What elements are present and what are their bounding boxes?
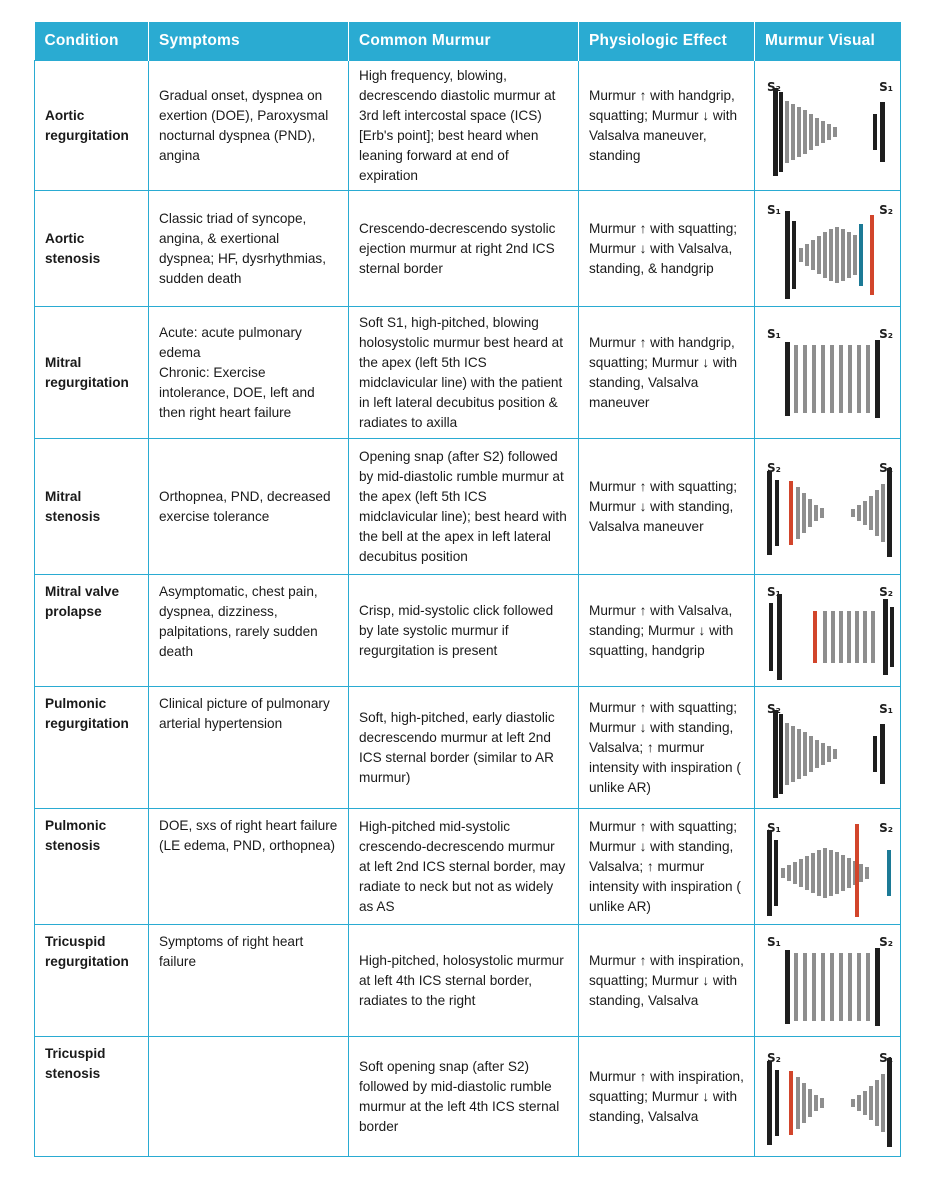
murmur-bar	[823, 848, 827, 898]
header-condition: Condition	[35, 22, 149, 61]
murmur-bar	[791, 104, 795, 160]
common-murmur-cell: High-pitched mid-systolic crescendo-decrescendo murmur at left 2nd ICS sternal border, may radiate to neck but not as widely as AS	[349, 809, 579, 925]
murmur-bar	[777, 594, 782, 680]
murmur-bar	[808, 499, 812, 527]
header-murmur-visual: Murmur Visual	[755, 22, 901, 61]
heart-sound-label-right: S₁	[879, 460, 893, 475]
condition-cell: Aortic regurgitation	[35, 61, 149, 191]
murmur-bar	[775, 480, 779, 546]
murmur-visual-cell	[755, 809, 901, 925]
physiologic-effect-cell: Murmur ↑ with squatting; Murmur ↓ with standing, Valsalva; ↑ murmur intensity with inspiration ( unlike AR)	[579, 809, 755, 925]
symptoms-cell: DOE, sxs of right heart failure (LE edema, PND, orthopnea)	[149, 809, 349, 925]
murmur-bar	[835, 852, 839, 894]
murmur-visual-cell	[755, 191, 901, 307]
common-murmur-cell: High-pitched, holosystolic murmur at left 4th ICS sternal border, radiates to the right	[349, 925, 579, 1037]
murmur-bar	[821, 953, 825, 1021]
murmur-bar	[802, 1083, 806, 1123]
murmur-bar	[887, 1058, 892, 1147]
murmur-diagram	[759, 76, 897, 176]
condition-cell: Mitral stenosis	[35, 439, 149, 575]
condition-cell: Pulmonic regurgitation	[35, 687, 149, 809]
murmur-bar	[792, 221, 796, 289]
heart-sound-label-right: S₁	[879, 1050, 893, 1065]
murmur-bar	[830, 953, 834, 1021]
common-murmur-cell: Soft opening snap (after S2) followed by mid-diastolic rumble murmur at the left 4th ICS sternal border	[349, 1037, 579, 1157]
murmur-bar	[829, 229, 833, 281]
murmur-bar	[767, 830, 772, 916]
murmur-bar	[847, 858, 851, 888]
header-common-murmur: Common Murmur	[349, 22, 579, 61]
murmur-bar	[866, 345, 870, 413]
murmur-bar	[813, 611, 817, 663]
symptoms-cell: Asymptomatic, chest pain, dyspnea, dizziness, palpitations, rarely sudden death	[149, 575, 349, 687]
heart-sound-label-left: S₂	[767, 460, 781, 475]
murmur-bar	[857, 505, 861, 521]
murmur-bar	[774, 840, 778, 906]
murmur-bar	[823, 232, 827, 278]
murmur-bar	[859, 864, 863, 882]
murmur-bar	[821, 345, 825, 413]
physiologic-effect-cell: Murmur ↑ with handgrip, squatting; Murmur ↓ with standing, Valsalva maneuver	[579, 307, 755, 439]
murmur-bar	[863, 611, 867, 663]
murmur-bar	[830, 345, 834, 413]
murmur-bar	[833, 749, 837, 759]
heart-sound-label-left: S₁	[767, 820, 781, 835]
murmur-bar	[820, 1098, 824, 1108]
murmur-bar	[881, 1074, 885, 1132]
table-row	[35, 687, 901, 809]
condition-cell: Aortic stenosis	[35, 191, 149, 307]
heart-sound-label-right: S₁	[879, 79, 893, 94]
murmur-diagram	[759, 457, 897, 557]
murmur-bar	[821, 121, 825, 143]
heart-sound-label-left: S₁	[767, 934, 781, 949]
heart-sound-label-left: S₂	[767, 79, 781, 94]
murmur-bar	[881, 484, 885, 542]
murmur-bar	[857, 953, 861, 1021]
murmur-bar	[815, 118, 819, 146]
murmur-visual-cell	[755, 1037, 901, 1157]
murmur-bar	[857, 345, 861, 413]
murmur-visual-cell	[755, 439, 901, 575]
murmur-diagram	[759, 1047, 897, 1147]
murmur-bar	[775, 1070, 779, 1136]
symptoms-cell: Classic triad of syncope, angina, & exertional dyspnea; HF, dysrhythmias, sudden death	[149, 191, 349, 307]
murmur-bar	[847, 232, 851, 278]
murmur-diagram	[759, 199, 897, 299]
murmur-bar	[796, 1077, 800, 1129]
murmur-bar	[875, 490, 879, 536]
physiologic-effect-cell: Murmur ↑ with inspiration, squatting; Murmur ↓ with standing, Valsalva	[579, 925, 755, 1037]
murmur-bar	[767, 471, 772, 555]
common-murmur-cell: Crisp, mid-systolic click followed by late systolic murmur if regurgitation is present	[349, 575, 579, 687]
murmur-bar	[805, 856, 809, 890]
header-physiologic-effect: Physiologic Effect	[579, 22, 755, 61]
heart-sound-label-right: S₂	[879, 326, 893, 341]
heart-sound-label-right: S₂	[879, 934, 893, 949]
physiologic-effect-cell: Murmur ↑ with handgrip, squatting; Murmur ↓ with Valsalva maneuver, standing	[579, 61, 755, 191]
murmur-bar	[802, 493, 806, 533]
murmur-bar	[875, 1080, 879, 1126]
murmur-diagram	[759, 698, 897, 798]
condition-cell: Mitral regurgitation	[35, 307, 149, 439]
table-row	[35, 61, 901, 191]
murmur-bar	[773, 710, 778, 798]
murmur-visual-cell	[755, 307, 901, 439]
table-row	[35, 925, 901, 1037]
murmur-bar	[859, 224, 863, 286]
murmur-bar	[789, 481, 793, 545]
murmur-bar	[797, 107, 801, 157]
murmur-bar	[811, 853, 815, 893]
murmur-bar	[794, 953, 798, 1021]
condition-cell: Tricuspid stenosis	[35, 1037, 149, 1157]
table-body	[35, 61, 901, 1157]
murmur-bar	[857, 1095, 861, 1111]
murmur-bar	[815, 740, 819, 768]
common-murmur-cell: Crescendo-decrescendo systolic ejection murmur at right 2nd ICS sternal border	[349, 191, 579, 307]
murmur-bar	[823, 611, 827, 663]
table-row	[35, 191, 901, 307]
heart-sound-label-left: S₂	[767, 701, 781, 716]
murmur-bar	[769, 603, 773, 671]
murmur-bar	[811, 240, 815, 270]
murmur-bar	[820, 508, 824, 518]
murmur-bar	[799, 859, 803, 887]
murmur-bar	[803, 345, 807, 413]
murmur-bar	[796, 487, 800, 539]
murmur-bar	[851, 1099, 855, 1107]
murmur-bar	[773, 88, 778, 176]
murmur-bar	[839, 611, 843, 663]
murmur-bar	[785, 342, 790, 416]
murmur-bar	[829, 850, 833, 896]
heart-sound-label-left: S₁	[767, 326, 781, 341]
murmur-bar	[870, 215, 874, 295]
murmur-bar	[814, 1095, 818, 1111]
murmur-bar	[839, 953, 843, 1021]
murmur-diagram	[759, 581, 897, 681]
murmur-bar	[781, 868, 785, 878]
murmur-bar	[887, 850, 891, 896]
murmur-bar	[767, 1061, 772, 1145]
murmur-bar	[817, 236, 821, 274]
murmur-bar	[851, 509, 855, 517]
murmur-bar	[875, 948, 880, 1026]
header-row	[35, 22, 901, 61]
murmur-bar	[839, 345, 843, 413]
murmur-bar	[803, 953, 807, 1021]
condition-cell: Mitral valve prolapse	[35, 575, 149, 687]
table-row	[35, 1037, 901, 1157]
murmur-bar	[873, 736, 877, 772]
heart-sound-label-left: S₁	[767, 202, 781, 217]
murmur-bar	[803, 110, 807, 154]
murmur-bar	[847, 611, 851, 663]
heart-sound-label-left: S₂	[767, 1050, 781, 1065]
murmur-bar	[812, 953, 816, 1021]
table-row	[35, 575, 901, 687]
physiologic-effect-cell: Murmur ↑ with Valsalva, standing; Murmur ↓ with squatting, handgrip	[579, 575, 755, 687]
murmur-bar	[869, 1086, 873, 1120]
table-row	[35, 307, 901, 439]
murmur-bar	[827, 124, 831, 140]
symptoms-cell: Clinical picture of pulmonary arterial hypertension	[149, 687, 349, 809]
murmur-bar	[814, 505, 818, 521]
murmur-diagram	[759, 817, 897, 917]
heart-sound-label-right: S₂	[879, 202, 893, 217]
murmur-bar	[863, 1091, 867, 1115]
murmur-bar	[863, 501, 867, 525]
heart-sound-label-right: S₁	[879, 701, 893, 716]
murmur-bar	[779, 92, 783, 172]
murmur-bar	[827, 746, 831, 762]
heart-sound-label-right: S₂	[879, 820, 893, 835]
murmur-bar	[797, 729, 801, 779]
physiologic-effect-cell: Murmur ↑ with inspiration, squatting; Murmur ↓ with standing, Valsalva	[579, 1037, 755, 1157]
symptoms-cell: Gradual onset, dyspnea on exertion (DOE), Paroxysmal nocturnal dyspnea (PND), angina	[149, 61, 349, 191]
table-row	[35, 439, 901, 575]
physiologic-effect-cell: Murmur ↑ with squatting; Murmur ↓ with Valsalva, standing, & handgrip	[579, 191, 755, 307]
murmur-bar	[785, 211, 790, 299]
murmur-bar	[865, 867, 869, 879]
murmur-bar	[833, 127, 837, 137]
murmur-visual-cell	[755, 687, 901, 809]
murmur-bar	[841, 229, 845, 281]
common-murmur-cell: Opening snap (after S2) followed by mid-diastolic rumble murmur at the apex (left 5th ICS midclavicular line); best heard with the bell at the apex in left lateral decubitus position	[349, 439, 579, 575]
murmur-bar	[809, 736, 813, 772]
symptoms-cell	[149, 1037, 349, 1157]
symptoms-cell: Orthopnea, PND, decreased exercise tolerance	[149, 439, 349, 575]
murmur-bar	[855, 611, 859, 663]
murmur-bar	[853, 235, 857, 275]
murmur-bar	[785, 101, 789, 163]
common-murmur-cell: Soft S1, high-pitched, blowing holosystolic murmur best heard at the apex (left 5th ICS midclavicular line) with the patient in left lateral decubitus position & radiates to axilla	[349, 307, 579, 439]
physiologic-effect-cell: Murmur ↑ with squatting; Murmur ↓ with standing, Valsalva; ↑ murmur intensity with inspiration ( unlike AR)	[579, 687, 755, 809]
physiologic-effect-cell: Murmur ↑ with squatting; Murmur ↓ with standing, Valsalva maneuver	[579, 439, 755, 575]
common-murmur-cell: Soft, high-pitched, early diastolic decrescendo murmur at left 2nd ICS sternal border (similar to AR murmur)	[349, 687, 579, 809]
murmur-bar	[803, 732, 807, 776]
murmur-bar	[831, 611, 835, 663]
symptoms-cell: Symptoms of right heart failure	[149, 925, 349, 1037]
murmur-bar	[808, 1089, 812, 1117]
murmur-bar	[890, 607, 894, 667]
murmur-bar	[855, 824, 859, 917]
murmur-bar	[787, 865, 791, 881]
murmur-bar	[821, 743, 825, 765]
murmur-bar	[805, 244, 809, 266]
murmur-bar	[841, 855, 845, 891]
common-murmur-cell: High frequency, blowing, decrescendo diastolic murmur at 3rd left intercostal space (ICS) [Erb's point]; best heard when leaning forward at end of expiration	[349, 61, 579, 191]
murmur-bar	[793, 862, 797, 884]
murmur-visual-cell	[755, 925, 901, 1037]
murmur-bar	[848, 345, 852, 413]
header-symptoms: Symptoms	[149, 22, 349, 61]
murmur-diagram	[759, 931, 897, 1031]
murmur-bar	[866, 953, 870, 1021]
murmur-bar	[794, 345, 798, 413]
murmur-bar	[835, 227, 839, 283]
murmur-bar	[875, 340, 880, 418]
murmur-bar	[779, 714, 783, 794]
murmur-bar	[791, 726, 795, 782]
condition-cell: Tricuspid regurgitation	[35, 925, 149, 1037]
murmur-bar	[799, 248, 803, 262]
heart-sound-label-left: S₁	[767, 584, 781, 599]
murmur-diagram	[759, 323, 897, 423]
murmur-bar	[812, 345, 816, 413]
murmur-bar	[880, 724, 885, 784]
murmur-bar	[848, 953, 852, 1021]
murmur-bar	[887, 468, 892, 557]
murmur-bar	[883, 599, 888, 675]
murmur-bar	[880, 102, 885, 162]
table-row	[35, 809, 901, 925]
condition-cell: Pulmonic stenosis	[35, 809, 149, 925]
murmur-bar	[869, 496, 873, 530]
murmur-bar	[871, 611, 875, 663]
murmur-bar	[785, 950, 790, 1024]
murmur-bar	[873, 114, 877, 150]
heart-sound-label-right: S₂	[879, 584, 893, 599]
murmur-bar	[789, 1071, 793, 1135]
murmur-bar	[785, 723, 789, 785]
murmur-bar	[817, 850, 821, 896]
murmur-table	[34, 22, 901, 1157]
symptoms-cell: Acute: acute pulmonary edema Chronic: Exercise intolerance, DOE, left and then right heart failure	[149, 307, 349, 439]
murmur-visual-cell	[755, 575, 901, 687]
murmur-bar	[809, 114, 813, 150]
murmur-visual-cell	[755, 61, 901, 191]
